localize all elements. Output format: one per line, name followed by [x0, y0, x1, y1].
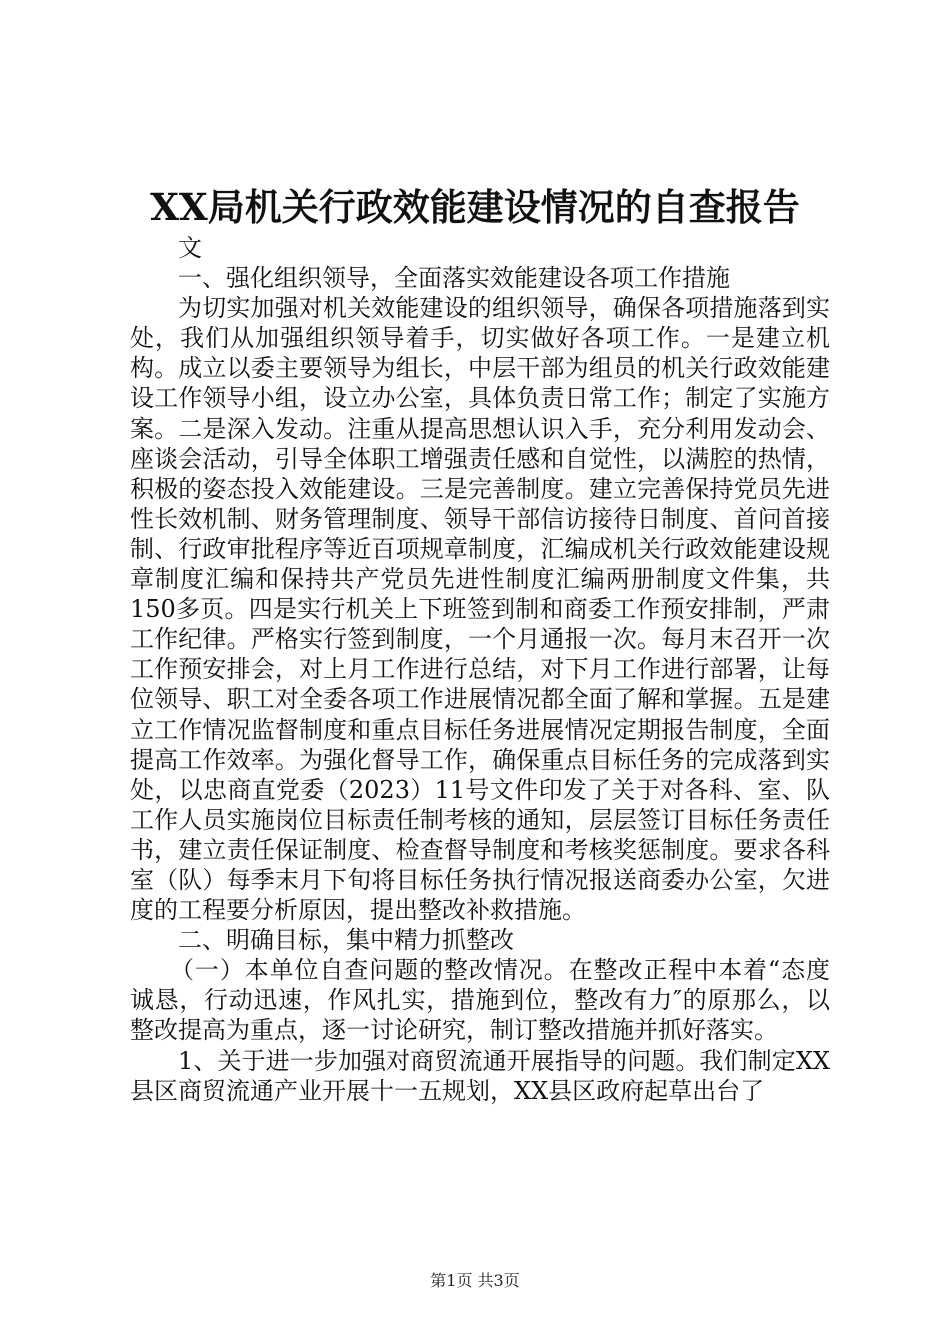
document-title: XX局机关行政效能建设情况的自查报告 — [150, 185, 800, 229]
author-line: 文 — [178, 234, 202, 262]
paragraph-organization: 为切实加强对机关效能建设的组织领导，确保各项措施落到实处，我们从加强组织领导着手，切实做好各项工作。一是建立机构。成立以委主要领导为组长，中层干部为组员的机关行政效能建设工作领导小组，设立办公室，具体负责日常工作；制定了实施方案。二是深入发动。注重从提高思想认识入手，充分利用发动会、座谈会活动，引导全体职工增强责任感和自觉性，以满腔的热情，积极的姿态投入效能建设。三是完善制度。建立完善保持党员先进性长效机制、财务管理制度、领导干部信访接待日制度、首问首接制、行政审批程序等近百项规章制度，汇编成机关行政效能建设规章制度汇编和保持共产党员先进性制度汇编两册制度文件集，共150多页。四是实行机关上下班签到制和商委工作预安排制，严肃工作纪律。严格实行签到制度，一个月通报一次。每月末召开一次工作预安排会，对上月工作进行总结，对下月工作进行部署，让每位领导、职工对全委各项工作进展情况都全面了解和掌握。五是建立工作情况监督制度和重点目标任务进展情况定期报告制度，全面提高工作效率。为强化督导工作，确保重点目标任务的完成落到实处，以忠商直党委（2023）11号文件印发了关于对各科、室、队工作人员实施岗位目标责任制考核的通知，层层签订目标任务责任书，建立责任保证制度、检查督导制度和考核奖惩制度。要求各科室（队）每季末月下旬将目标任务执行情况报送商委办公室，欠进度的工程要分析原因，提出整改补救措施。 — [130, 294, 830, 925]
document-body — [130, 233, 830, 1106]
paragraph-item-1: 1、关于进一步加强对商贸流通开展指导的问题。我们制定XX县区商贸流通产业开展十一五规划，XX县区政府起草出台了 — [130, 1046, 830, 1105]
page-footer: 第1页 共3页 — [430, 1271, 520, 1290]
section-heading-1: 一、强化组织领导，全面落实效能建设各项工作措施 — [178, 264, 730, 293]
section-heading-2: 二、明确目标，集中精力抓整改 — [178, 926, 514, 955]
paragraph-self-inspection: （一）本单位自查问题的整改情况。在整改正程中本着“态度诚恳，行动迅速，作风扎实，措施到位，整改有力″的原那么，以整改提高为重点，逐一讨论研究，制订整改措施并抓好落实。 — [130, 956, 830, 1045]
